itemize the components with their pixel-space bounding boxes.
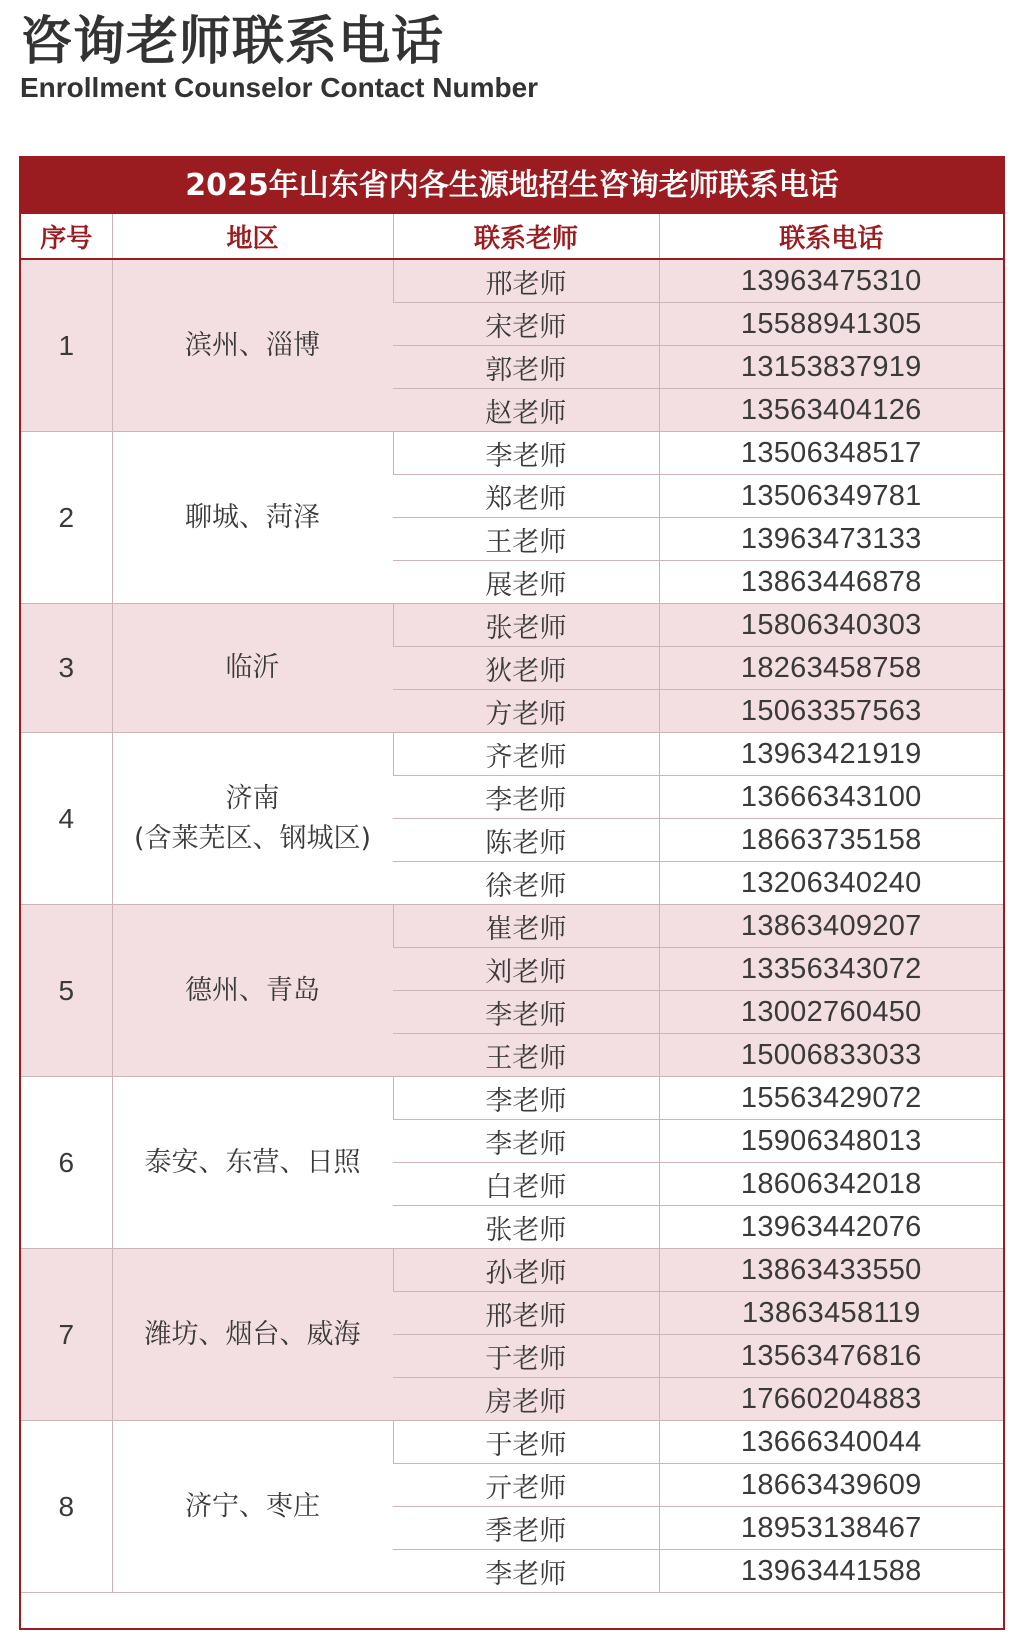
teacher-cell: 郭老师	[393, 346, 659, 389]
teacher-cell: 李老师	[393, 776, 659, 819]
phone-cell[interactable]: 13563476816	[659, 1335, 1003, 1378]
header-phone: 联系电话	[659, 214, 1003, 259]
teacher-cell: 郑老师	[393, 475, 659, 518]
teacher-cell: 王老师	[393, 518, 659, 561]
table-row	[21, 259, 1003, 303]
table-row	[21, 604, 1003, 647]
table-row	[21, 905, 1003, 948]
row-region-cell	[112, 259, 393, 432]
phone-cell[interactable]: 13506348517	[659, 432, 1003, 475]
phone-cell[interactable]: 18606342018	[659, 1163, 1003, 1206]
row-region-cell	[112, 733, 393, 905]
phone-cell[interactable]: 17660204883	[659, 1378, 1003, 1421]
region-name: 德州、青岛	[185, 974, 320, 1006]
phone-cell[interactable]: 15806340303	[659, 604, 1003, 647]
row-seq-cell: 3	[21, 604, 112, 733]
contact-table	[21, 214, 1003, 1593]
teacher-cell: 李老师	[393, 1550, 659, 1593]
teacher-cell: 邢老师	[393, 1292, 659, 1335]
page-title: 咨询老师联系电话	[20, 12, 445, 72]
phone-cell[interactable]: 13863458119	[659, 1292, 1003, 1335]
teacher-cell: 亓老师	[393, 1464, 659, 1507]
teacher-cell: 齐老师	[393, 733, 659, 776]
region-name: 泰安、东营、日照	[144, 1146, 361, 1178]
phone-cell[interactable]: 13356343072	[659, 948, 1003, 991]
header-region: 地区	[112, 214, 393, 259]
phone-cell[interactable]: 15563429072	[659, 1077, 1003, 1120]
phone-cell[interactable]: 18663735158	[659, 819, 1003, 862]
table-header-row	[21, 214, 1003, 259]
teacher-cell: 于老师	[393, 1335, 659, 1378]
phone-cell[interactable]: 18663439609	[659, 1464, 1003, 1507]
phone-cell[interactable]: 15006833033	[659, 1034, 1003, 1077]
phone-cell[interactable]: 13863433550	[659, 1249, 1003, 1292]
teacher-cell: 徐老师	[393, 862, 659, 905]
table-row	[21, 1249, 1003, 1292]
phone-cell[interactable]: 13563404126	[659, 389, 1003, 432]
row-seq-cell: 5	[21, 905, 112, 1077]
teacher-cell: 李老师	[393, 1120, 659, 1163]
phone-cell[interactable]: 15906348013	[659, 1120, 1003, 1163]
row-region-cell	[112, 432, 393, 604]
region-name: 聊城、菏泽	[185, 501, 320, 533]
region-name: 临沂	[225, 652, 280, 683]
page-subtitle: Enrollment Counselor Contact Number	[20, 72, 539, 103]
region-name: 滨州、淄博	[185, 329, 320, 361]
table-body	[21, 259, 1003, 1593]
row-region-cell	[112, 1249, 393, 1421]
teacher-cell: 王老师	[393, 1034, 659, 1077]
row-seq-cell: 2	[21, 432, 112, 604]
phone-cell[interactable]: 13963442076	[659, 1206, 1003, 1249]
row-region-cell	[112, 604, 393, 733]
region-name: 济宁、枣庄	[185, 1490, 320, 1522]
row-seq-cell: 1	[21, 259, 112, 432]
teacher-cell: 房老师	[393, 1378, 659, 1421]
row-region-cell	[112, 905, 393, 1077]
table-banner: 2025年山东省内各生源地招生咨询老师联系电话	[21, 158, 1003, 214]
row-seq-cell: 4	[21, 733, 112, 905]
phone-cell[interactable]: 18263458758	[659, 647, 1003, 690]
teacher-cell: 宋老师	[393, 303, 659, 346]
teacher-cell: 刘老师	[393, 948, 659, 991]
teacher-cell: 邢老师	[393, 259, 659, 303]
table-row	[21, 1421, 1003, 1464]
row-seq-cell: 6	[21, 1077, 112, 1249]
teacher-cell: 李老师	[393, 432, 659, 475]
teacher-cell: 孙老师	[393, 1249, 659, 1292]
table-row	[21, 1077, 1003, 1120]
phone-cell[interactable]: 15063357563	[659, 690, 1003, 733]
region-note: (含莱芜区、钢城区)	[133, 822, 372, 854]
phone-cell[interactable]: 13963475310	[659, 259, 1003, 303]
teacher-cell: 张老师	[393, 604, 659, 647]
teacher-cell: 赵老师	[393, 389, 659, 432]
phone-cell[interactable]: 13002760450	[659, 991, 1003, 1034]
phone-cell[interactable]: 18953138467	[659, 1507, 1003, 1550]
teacher-cell: 张老师	[393, 1206, 659, 1249]
phone-cell[interactable]: 13206340240	[659, 862, 1003, 905]
phone-cell[interactable]: 13153837919	[659, 346, 1003, 389]
phone-cell[interactable]: 13963473133	[659, 518, 1003, 561]
header-teacher: 联系老师	[393, 214, 659, 259]
phone-cell[interactable]: 15588941305	[659, 303, 1003, 346]
teacher-cell: 展老师	[393, 561, 659, 604]
table-row	[21, 432, 1003, 475]
row-region-cell	[112, 1421, 393, 1593]
phone-cell[interactable]: 13963421919	[659, 733, 1003, 776]
table-row	[21, 733, 1003, 776]
region-name: 济南	[225, 782, 280, 814]
teacher-cell: 李老师	[393, 1077, 659, 1120]
teacher-cell: 白老师	[393, 1163, 659, 1206]
contact-table-container	[19, 156, 1005, 1630]
phone-cell[interactable]: 13963441588	[659, 1550, 1003, 1593]
phone-cell[interactable]: 13863409207	[659, 905, 1003, 948]
teacher-cell: 崔老师	[393, 905, 659, 948]
teacher-cell: 陈老师	[393, 819, 659, 862]
row-seq-cell: 8	[21, 1421, 112, 1593]
teacher-cell: 狄老师	[393, 647, 659, 690]
phone-cell[interactable]: 13863446878	[659, 561, 1003, 604]
row-seq-cell: 7	[21, 1249, 112, 1421]
phone-cell[interactable]: 13666343100	[659, 776, 1003, 819]
teacher-cell: 季老师	[393, 1507, 659, 1550]
region-name: 潍坊、烟台、威海	[144, 1318, 361, 1350]
row-region-cell	[112, 1077, 393, 1249]
header-seq: 序号	[21, 214, 112, 259]
teacher-cell: 方老师	[393, 690, 659, 733]
teacher-cell: 李老师	[393, 991, 659, 1034]
teacher-cell: 于老师	[393, 1421, 659, 1464]
phone-cell[interactable]: 13506349781	[659, 475, 1003, 518]
phone-cell[interactable]: 13666340044	[659, 1421, 1003, 1464]
